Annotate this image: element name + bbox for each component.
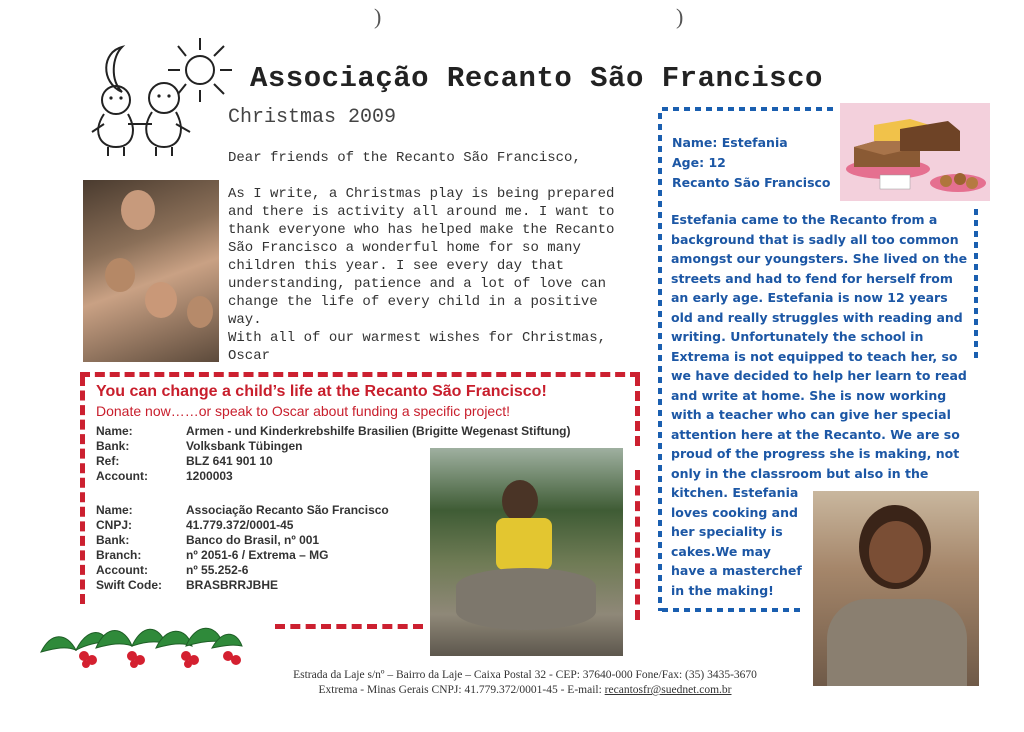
bank-label: Account: — [96, 469, 148, 483]
page-subtitle: Christmas 2009 — [228, 106, 397, 129]
bank-value: 1200003 — [186, 469, 233, 483]
letter-line: understanding, patience and a lot of love can — [228, 276, 607, 292]
story-line: streets and had to fend for herself from — [671, 270, 953, 286]
story-line: cakes.We may — [671, 543, 771, 559]
bank-value: nº 55.252-6 — [186, 563, 249, 577]
donate-headline: You can change a child’s life at the Recanto São Francisco! — [96, 383, 547, 400]
donate-box-border-bottom — [275, 624, 423, 629]
letter-line: As I write, a Christmas play is being prepared — [228, 186, 615, 202]
story-line: Estefania came to the Recanto from a — [671, 212, 938, 227]
scan-mark-right: ) — [676, 4, 684, 29]
donate-box-border-top — [80, 372, 640, 377]
footer-line-2-text: Extrema - Minas Gerais CNPJ: 41.779.372/0001-45 - E-mail: — [318, 684, 605, 696]
story-line: Extrema is not equipped to teach her, so — [671, 348, 958, 364]
story-line: writing. Unfortunately the school in — [671, 329, 924, 344]
bank-label: CNPJ: — [96, 518, 133, 532]
donate-box-border-right — [635, 376, 640, 446]
letter-line: and there is activity all around me. I want to — [228, 204, 615, 220]
story-line: her speciality is — [671, 524, 783, 539]
donate-subline: Donate now……or speak to Oscar about funding a specific project! — [96, 403, 510, 419]
profile-border-bottom — [662, 608, 802, 612]
bank-label: Bank: — [96, 533, 130, 547]
profile-name: Name: Estefania — [672, 135, 788, 150]
story-line: with a teacher who can give her special — [671, 407, 951, 422]
letter-line: way. — [228, 312, 262, 328]
story-line: background that is sadly all too common — [671, 231, 959, 247]
profile-info — [672, 133, 831, 193]
photo-oscar-with-children — [83, 180, 219, 362]
profile-border-top — [662, 107, 834, 111]
bank-label: Branch: — [96, 548, 142, 562]
bank-value: Armen - und Kinderkrebshilfe Brasilien (Brigitte Wegenast Stiftung) — [186, 424, 571, 438]
bank-value: 41.779.372/0001-45 — [186, 518, 294, 532]
bank-label: Account: — [96, 563, 148, 577]
profile-border-right — [974, 209, 978, 359]
letter-greeting: Dear friends of the Recanto São Francisco, — [228, 150, 581, 166]
story-line: attention here at the Recanto. We are so — [671, 426, 960, 442]
letter-line: São Francisco a wonderful home for so many — [228, 240, 581, 256]
story-line: kitchen. Estefania — [671, 485, 799, 500]
profile-age: Age: 12 — [672, 155, 726, 170]
bank-label: Name: — [96, 424, 133, 438]
bank-label: Ref: — [96, 454, 120, 468]
bank-label: Bank: — [96, 439, 130, 453]
footer-line-2 — [260, 683, 790, 698]
letter-line: With all of our warmest wishes for Christmas, — [228, 330, 607, 346]
bank-value: Volksbank Tübingen — [186, 439, 303, 453]
letter-line: thank everyone who has helped make the Recanto — [228, 222, 615, 238]
story-line: and write at home. She is now working — [671, 387, 947, 403]
profile-border-left — [658, 113, 662, 611]
page-title: Associação Recanto São Francisco — [250, 62, 823, 95]
scan-mark-left: ) — [374, 4, 382, 29]
letter-line: children this year. I see every day that — [228, 258, 565, 274]
footer-line-1: Estrada da Laje s/nº – Bairro da Laje – Caixa Postal 32 - CEP: 37640-000 Fone/Fax: (35) 3435-3670 — [293, 669, 757, 681]
photo-estefania — [813, 491, 979, 686]
photo-boy-sitting — [430, 448, 623, 656]
bank-value: nº 2051-6 / Extrema – MG — [186, 548, 329, 562]
story-line: old and really struggles with reading and — [671, 309, 963, 325]
sun-moon-children-logo-icon — [82, 32, 244, 162]
bank-value: Banco do Brasil, nº 001 — [186, 533, 320, 547]
footer-email-link[interactable]: recantosfr@suednet.com.br — [604, 684, 732, 696]
bank-value: BLZ 641 901 10 — [186, 454, 273, 468]
bank-label: Swift Code: — [96, 578, 162, 592]
bank-value: Associação Recanto São Francisco — [186, 503, 389, 517]
story-line: loves cooking and — [671, 504, 798, 520]
bank-value: BRASBRRJBHE — [186, 578, 279, 592]
story-line: amongst our youngsters. She lived on the — [671, 251, 968, 266]
bank-account-brazil — [96, 503, 416, 595]
letter-line: change the life of every child in a positive — [228, 294, 598, 310]
story-line: in the making! — [671, 582, 774, 598]
story-line: we have decided to help her learn to read — [671, 368, 967, 383]
story-line: have a masterchef — [671, 563, 802, 578]
story-line: proud of the progress she is making, not — [671, 446, 960, 461]
donate-box-border-left — [80, 376, 85, 604]
letter-body — [228, 185, 653, 365]
story-line: only in the classroom but also in the — [671, 465, 929, 481]
donate-box-border-right-lower — [635, 470, 640, 620]
bank-label: Name: — [96, 503, 133, 517]
cake-illustration — [840, 103, 990, 201]
letter-signature: Oscar — [228, 348, 271, 364]
profile-place: Recanto São Francisco — [672, 175, 831, 190]
holly-icon — [36, 612, 246, 672]
story-line: an early age. Estefania is now 12 years — [671, 290, 948, 305]
footer-address — [260, 668, 790, 698]
